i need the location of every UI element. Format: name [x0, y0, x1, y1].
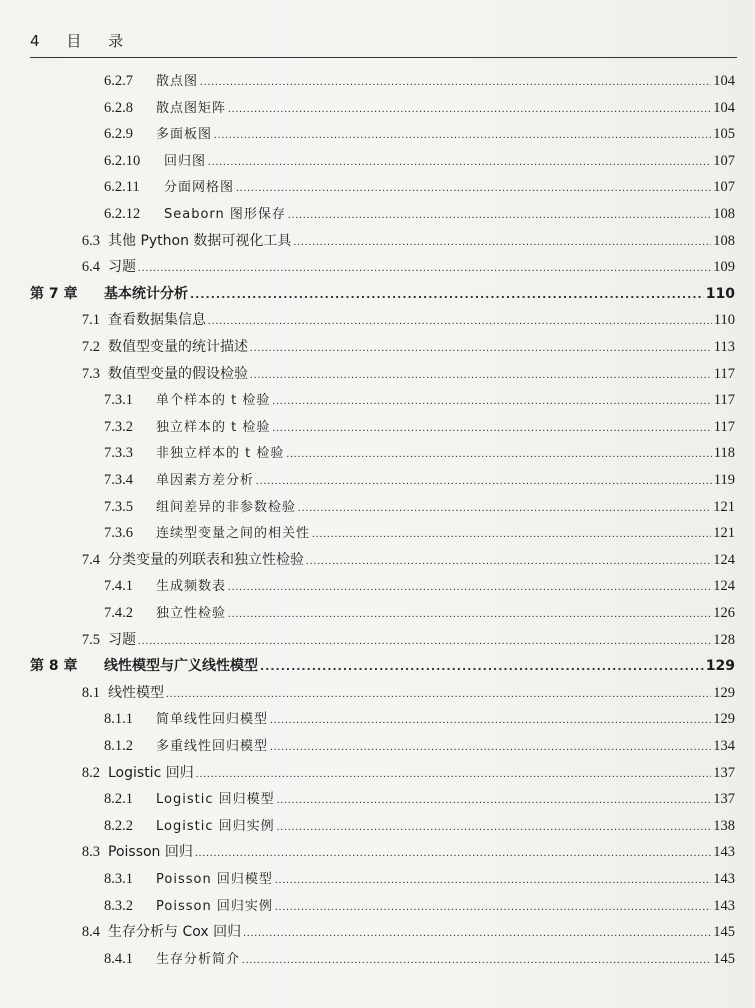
toc-entry-page: 117	[713, 365, 735, 382]
toc-entry-title: 单因素方差分析	[156, 473, 255, 488]
dot-leader	[228, 581, 711, 593]
dot-leader	[195, 847, 711, 859]
toc-entry-page: 110	[713, 312, 735, 329]
toc-entry-title: 数值型变量的统计描述	[108, 339, 248, 355]
toc-entry-number: 8.1.1	[104, 711, 133, 728]
toc-entry-page: 143	[713, 871, 735, 887]
toc-entry-number: 第 8 章	[30, 658, 78, 675]
toc-entry[interactable]	[0, 442, 755, 464]
toc-entry-number: 7.3	[81, 365, 100, 382]
toc-entry-title: 独立样本的 t 检验	[156, 419, 271, 435]
toc-entry-page: 137	[713, 764, 735, 781]
toc-entry[interactable]	[0, 682, 755, 704]
toc-entry-title: 非独立样本的 t 检验	[156, 446, 285, 462]
toc-entry-title: Logistic 回归实例	[156, 818, 275, 834]
toc-entry-title: 习题	[108, 631, 136, 648]
toc-entry-number: 6.2.11	[104, 179, 140, 196]
toc-entry-page: 129	[713, 684, 735, 701]
toc-entry-number: 8.3.1	[104, 871, 133, 887]
toc-entry-number: 7.4.2	[104, 605, 133, 621]
toc-entry-number: 6.2.7	[104, 73, 133, 89]
toc-entry-number: 7.3.3	[104, 445, 133, 462]
toc-entry[interactable]	[0, 309, 755, 331]
toc-entry[interactable]	[0, 655, 755, 677]
toc-entry-number: 8.2.1	[104, 791, 133, 808]
dot-leader	[250, 369, 712, 381]
toc-entry-number: 第 7 章	[30, 285, 78, 302]
dot-leader	[270, 741, 711, 753]
toc-entry[interactable]	[0, 841, 755, 863]
dot-leader	[312, 528, 711, 540]
dot-leader	[196, 768, 712, 780]
toc-entry-page: 128	[713, 631, 735, 648]
toc-entry-title: Seaborn 图形保存	[164, 207, 286, 222]
toc-entry-title: 散点图	[156, 74, 199, 89]
toc-entry-title: 回归图	[164, 153, 207, 169]
toc-entry[interactable]	[0, 203, 755, 225]
dot-leader	[275, 901, 711, 913]
toc-entry-title: Poisson 回归模型	[156, 872, 273, 887]
dot-leader	[272, 395, 711, 407]
header-rule	[30, 57, 737, 58]
toc-entry-page: 107	[713, 152, 735, 169]
toc-entry-page: 121	[713, 525, 735, 542]
toc-entry-number: 8.4.1	[104, 950, 133, 967]
toc-entry[interactable]	[0, 363, 755, 385]
dot-leader	[208, 315, 712, 327]
toc-entry-page: 137	[713, 791, 735, 808]
toc-entry-page: 143	[713, 844, 735, 861]
toc-entry-title: 基本统计分析	[104, 285, 188, 302]
dot-leader	[166, 688, 711, 700]
toc-entry-page: 129	[713, 711, 735, 728]
dot-leader	[275, 874, 711, 886]
toc-entry-title: Logistic 回归模型	[156, 792, 275, 808]
toc-entry-page: 138	[713, 817, 735, 834]
toc-entry-title: 分类变量的列联表和独立性检验	[108, 551, 304, 568]
toc-entry-number: 8.3.2	[104, 897, 133, 914]
toc-entry-page: 117	[713, 392, 735, 409]
toc-entry-page: 145	[713, 924, 735, 941]
dot-leader	[228, 608, 711, 620]
toc-entry-page: 109	[713, 259, 735, 276]
toc-entry-page: 118	[713, 445, 735, 462]
header-page-number: 4	[30, 32, 40, 50]
header-label-1: 目	[66, 32, 82, 50]
toc-entry-title: Poisson 回归实例	[156, 898, 273, 914]
toc-entry[interactable]	[0, 70, 755, 92]
dot-leader	[272, 422, 711, 434]
dot-leader	[286, 448, 711, 460]
toc-entry[interactable]	[0, 176, 755, 198]
toc-entry[interactable]	[0, 97, 755, 119]
toc-entry-title: 组间差异的非参数检验	[156, 499, 297, 515]
toc-entry-title: 生成频数表	[156, 579, 227, 595]
dot-leader	[277, 821, 712, 833]
toc-entry-title: 线性模型	[108, 684, 164, 701]
toc-entry-title: 习题	[108, 259, 136, 276]
toc-entry[interactable]	[0, 469, 755, 491]
toc-entry-number: 7.5	[81, 631, 100, 648]
toc-entry-number: 7.1	[81, 312, 100, 329]
toc-entry-title: Poisson 回归	[108, 844, 193, 861]
dot-leader	[138, 262, 711, 274]
toc-entry-page: 110	[705, 285, 735, 302]
toc-entry-title: 其他 Python 数据可视化工具	[108, 232, 292, 249]
toc-entry[interactable]	[0, 762, 755, 784]
dot-leader	[256, 475, 712, 487]
toc-entry-number: 8.1	[81, 684, 100, 701]
toc-entry-title: 分面网格图	[164, 180, 235, 196]
toc-entry-title: 多面板图	[156, 127, 213, 143]
toc-entry-page: 134	[713, 738, 735, 754]
dot-leader	[200, 76, 711, 88]
toc-entry-number: 6.2.12	[104, 206, 141, 222]
dot-leader	[208, 156, 711, 168]
toc-entry-title: 生存分析与 Cox 回归	[108, 924, 242, 941]
toc-entry-page: 124	[713, 578, 735, 595]
toc-entry[interactable]	[0, 602, 755, 624]
toc-entry[interactable]	[0, 123, 755, 145]
toc-entry-page: 107	[713, 179, 735, 196]
dot-leader	[260, 660, 704, 673]
toc-entry-number: 6.2.10	[104, 152, 141, 169]
toc-entry[interactable]	[0, 629, 755, 651]
toc-entry-title: 数值型变量的假设检验	[108, 365, 248, 382]
toc-entry-number: 6.2.8	[104, 99, 133, 116]
toc-entry-number: 8.1.2	[104, 738, 133, 754]
toc-entry[interactable]	[0, 522, 755, 544]
dot-leader	[288, 209, 711, 221]
toc-entry-page: 113	[713, 339, 735, 355]
toc-entry-title: 独立性检验	[156, 606, 227, 621]
toc-entry-number: 6.4	[81, 259, 100, 276]
toc-entry-number: 7.3.6	[104, 525, 133, 542]
toc-entry-number: 7.4.1	[104, 578, 133, 595]
dot-leader	[214, 129, 711, 141]
dot-leader	[242, 954, 711, 966]
toc-entry-title: 简单线性回归模型	[156, 712, 269, 728]
toc-entry-page: 104	[713, 73, 735, 89]
toc-entry-number: 7.4	[81, 551, 100, 568]
dot-leader	[250, 342, 712, 354]
toc-entry-page: 143	[713, 897, 735, 914]
toc-entry-number: 7.3.4	[104, 472, 133, 488]
toc-entry-page: 121	[713, 498, 735, 515]
toc-entry-title: Logistic 回归	[108, 764, 194, 781]
toc-entry[interactable]	[0, 496, 755, 518]
toc-entry-number: 7.2	[81, 339, 100, 355]
toc-entry-page: 104	[713, 99, 735, 116]
toc-entry-title: 连续型变量之间的相关性	[156, 526, 311, 542]
toc-entry-number: 7.3.1	[104, 392, 133, 409]
toc-entry[interactable]	[0, 549, 755, 571]
toc-entry[interactable]	[0, 336, 755, 358]
toc-entry-number: 6.2.9	[104, 126, 133, 143]
toc-entry-page: 145	[713, 950, 735, 967]
toc-entry[interactable]	[0, 895, 755, 917]
toc-entry-page: 108	[713, 232, 735, 249]
toc-entry[interactable]	[0, 948, 755, 970]
dot-leader	[293, 236, 711, 248]
toc-entry-title: 单个样本的 t 检验	[156, 393, 271, 409]
dot-leader	[270, 714, 711, 726]
dot-leader	[298, 502, 711, 514]
toc-entry[interactable]	[0, 735, 755, 757]
dot-leader	[236, 182, 711, 194]
toc-entry-page: 105	[713, 126, 735, 143]
toc-entry-page: 117	[713, 418, 735, 435]
toc-entry-page: 124	[713, 551, 735, 568]
toc-entry[interactable]	[0, 389, 755, 411]
toc-entry-number: 8.2	[81, 764, 100, 781]
toc-entry-title: 线性模型与广义线性模型	[104, 658, 258, 675]
toc-entry[interactable]	[0, 868, 755, 890]
toc-entry-title: 生存分析简介	[156, 951, 241, 967]
toc-entry-number: 8.2.2	[104, 817, 133, 834]
toc-entry-page: 119	[713, 472, 735, 488]
toc-entry[interactable]	[0, 256, 755, 278]
toc-entry-number: 6.3	[81, 232, 100, 249]
toc-entry[interactable]	[0, 283, 755, 305]
dot-leader	[277, 794, 712, 806]
toc-entry-number: 7.3.2	[104, 418, 133, 435]
toc-entry[interactable]	[0, 416, 755, 438]
dot-leader	[190, 288, 704, 301]
page-header	[30, 30, 145, 51]
toc-entry-number: 8.3	[81, 844, 100, 861]
toc-entry-page: 129	[705, 658, 735, 675]
dot-leader	[138, 635, 711, 647]
toc-entry-title: 查看数据集信息	[108, 312, 206, 329]
toc-entry-page: 126	[713, 605, 735, 621]
toc-entry-page: 108	[713, 206, 735, 222]
toc-entry[interactable]	[0, 788, 755, 810]
dot-leader	[306, 555, 711, 567]
header-label-2: 录	[108, 32, 124, 50]
toc-entry[interactable]	[0, 815, 755, 837]
toc-entry-title: 散点图矩阵	[156, 100, 227, 116]
toc-entry[interactable]	[0, 150, 755, 172]
toc-entry-number: 8.4	[81, 924, 100, 941]
toc-entry[interactable]	[0, 921, 755, 943]
toc-entry-title: 多重线性回归模型	[156, 739, 269, 754]
toc-entry-number: 7.3.5	[104, 498, 133, 515]
toc-entry[interactable]	[0, 708, 755, 730]
toc-entry[interactable]	[0, 575, 755, 597]
toc-entry[interactable]	[0, 230, 755, 252]
dot-leader	[243, 927, 711, 939]
dot-leader	[228, 103, 711, 115]
